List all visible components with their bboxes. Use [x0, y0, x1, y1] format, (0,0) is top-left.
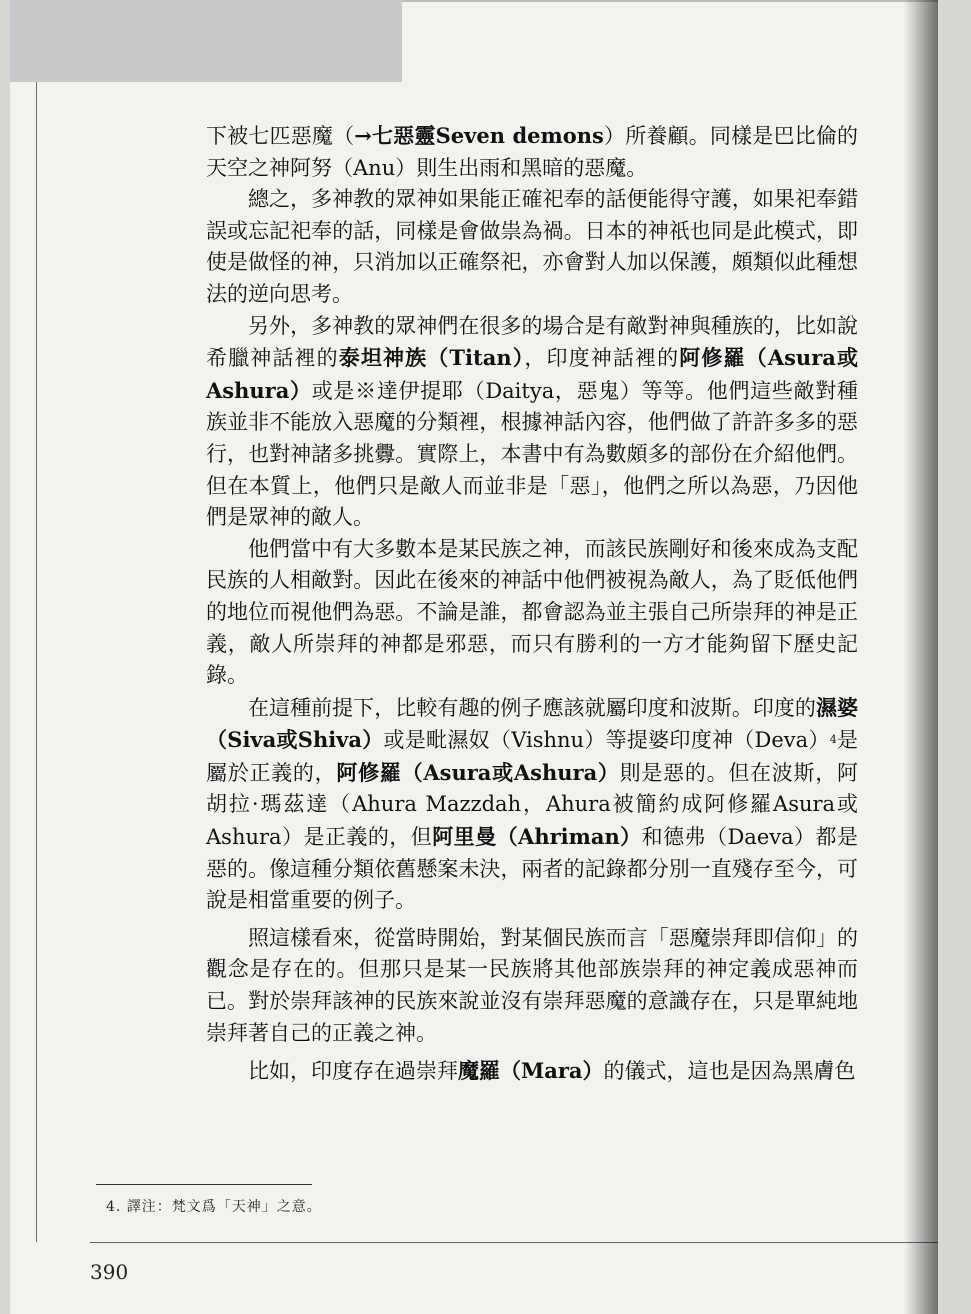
paragraph-1: [206, 120, 858, 184]
text-run: 比如，印度存在過崇拜: [248, 1059, 458, 1084]
bottom-rule: [90, 1242, 938, 1243]
footnote-divider: [96, 1184, 312, 1185]
text-run: 是屬於正義的，: [206, 728, 858, 785]
paragraph-5: [206, 692, 858, 917]
paragraph-2: [206, 184, 858, 310]
text-run: 或是毗濕奴（Vishnu）等提婆印度神（Deva）: [383, 728, 830, 753]
paragraph-6: [206, 923, 858, 1049]
text-run: 照這樣看來，從當時開始，對某個民族而言「惡魔崇拜即信仰」的觀念是存在的。但那只是某一民族將其他部族崇拜的神定義成惡神而已。對於崇拜該神的民族來說並沒有崇拜惡魔的意識存在，只是單純地崇拜著自己的正義之神。: [206, 925, 858, 1045]
bold-term: 泰坦神族（Titan）: [338, 345, 525, 371]
text-run: 和德弗（Daeva）都是惡的。像這種分類依舊懸案未決，兩者的記錄都分別一直殘存至今，可說是相當重要的例子。: [206, 825, 858, 913]
text-run: 總之，多神教的眾神如果能正確祀奉的話便能得守護，如果祀奉錯誤或忘記祀奉的話，同樣是會做祟為禍。日本的神祇也同是此模式，即使是做怪的神，只消加以正確祭祀，亦會對人加以保護，頗類似此種想法的逆向思考。: [206, 187, 858, 306]
text-run: ，印度神話裡的: [524, 346, 680, 371]
page-top-edge: [402, 0, 938, 2]
text-run: 他們當中有大多數本是某民族之神，而該民族剛好和後來成為支配民族的人相敵對。因此在後來的神話中他們被視為敵人，為了貶低他們的地位而視他們為惡。不論是誰，都會認為並主張自己所崇拜的神是正義，敵人所崇拜的神都是邪惡，而只有勝利的一方才能夠留下歷史記錄。: [206, 536, 858, 688]
page-number: 390: [90, 1260, 129, 1284]
text-run: ）所養顧。同樣是巴比倫的天空之神阿努（Anu）則生出雨和黑暗的惡魔。: [206, 124, 859, 180]
footnote-ref: 4: [829, 733, 837, 747]
bold-term: 魔羅（Mara）: [458, 1058, 604, 1084]
paragraph-7: [206, 1055, 858, 1088]
text-run: 在這種前提下，比較有趣的例子應該就屬印度和波斯。印度的: [248, 695, 816, 720]
footnote: 4. 譯注：梵文爲「天神」之意。: [106, 1199, 322, 1215]
binding-shadow: [904, 0, 938, 1314]
text-run: 的儀式，這也是因為黑膚色: [603, 1059, 856, 1084]
book-page: [10, 0, 938, 1314]
text-run: 另外，多神教的眾神們在很多的場合是有敵對神與種族的，比如說希臘神話裡的: [206, 313, 858, 371]
text-run: 下被七匹惡魔（: [206, 124, 355, 148]
bold-term: 濕婆（Siva或Shiva）: [206, 694, 859, 753]
bold-term: 阿修羅（Asura或Ashura）: [206, 345, 859, 403]
text-run: 或是※達伊提耶（Daitya，惡鬼）等等。他們這些敵對種族並非不能放入惡魔的分類裡，根據神話內容，他們做了許許多多的惡行，也對神諸多挑釁。實際上，本書中有為數頗多的部份在介紹他們。但在本質上，他們只是敵人而並非是「惡」，他們之所以為惡，乃因他們是眾神的敵人。: [206, 378, 858, 530]
bold-term: 阿修羅（Asura或Ashura）: [336, 759, 620, 785]
text-run: 則是惡的。但在波斯，阿胡拉·瑪茲達（Ahura Mazzdah，Ahura被簡約成阿修羅Asura或Ashura）是正義的，但: [206, 760, 858, 850]
bold-term: →七惡靈Seven demons: [354, 123, 604, 148]
main-body-text: [206, 120, 858, 1088]
scan-shadow-top: [10, 0, 402, 82]
bold-term: 阿里曼（Ahriman）: [432, 824, 642, 850]
margin-rule: [36, 82, 37, 1242]
paragraph-4: [206, 534, 858, 692]
paragraph-3: [206, 311, 858, 534]
